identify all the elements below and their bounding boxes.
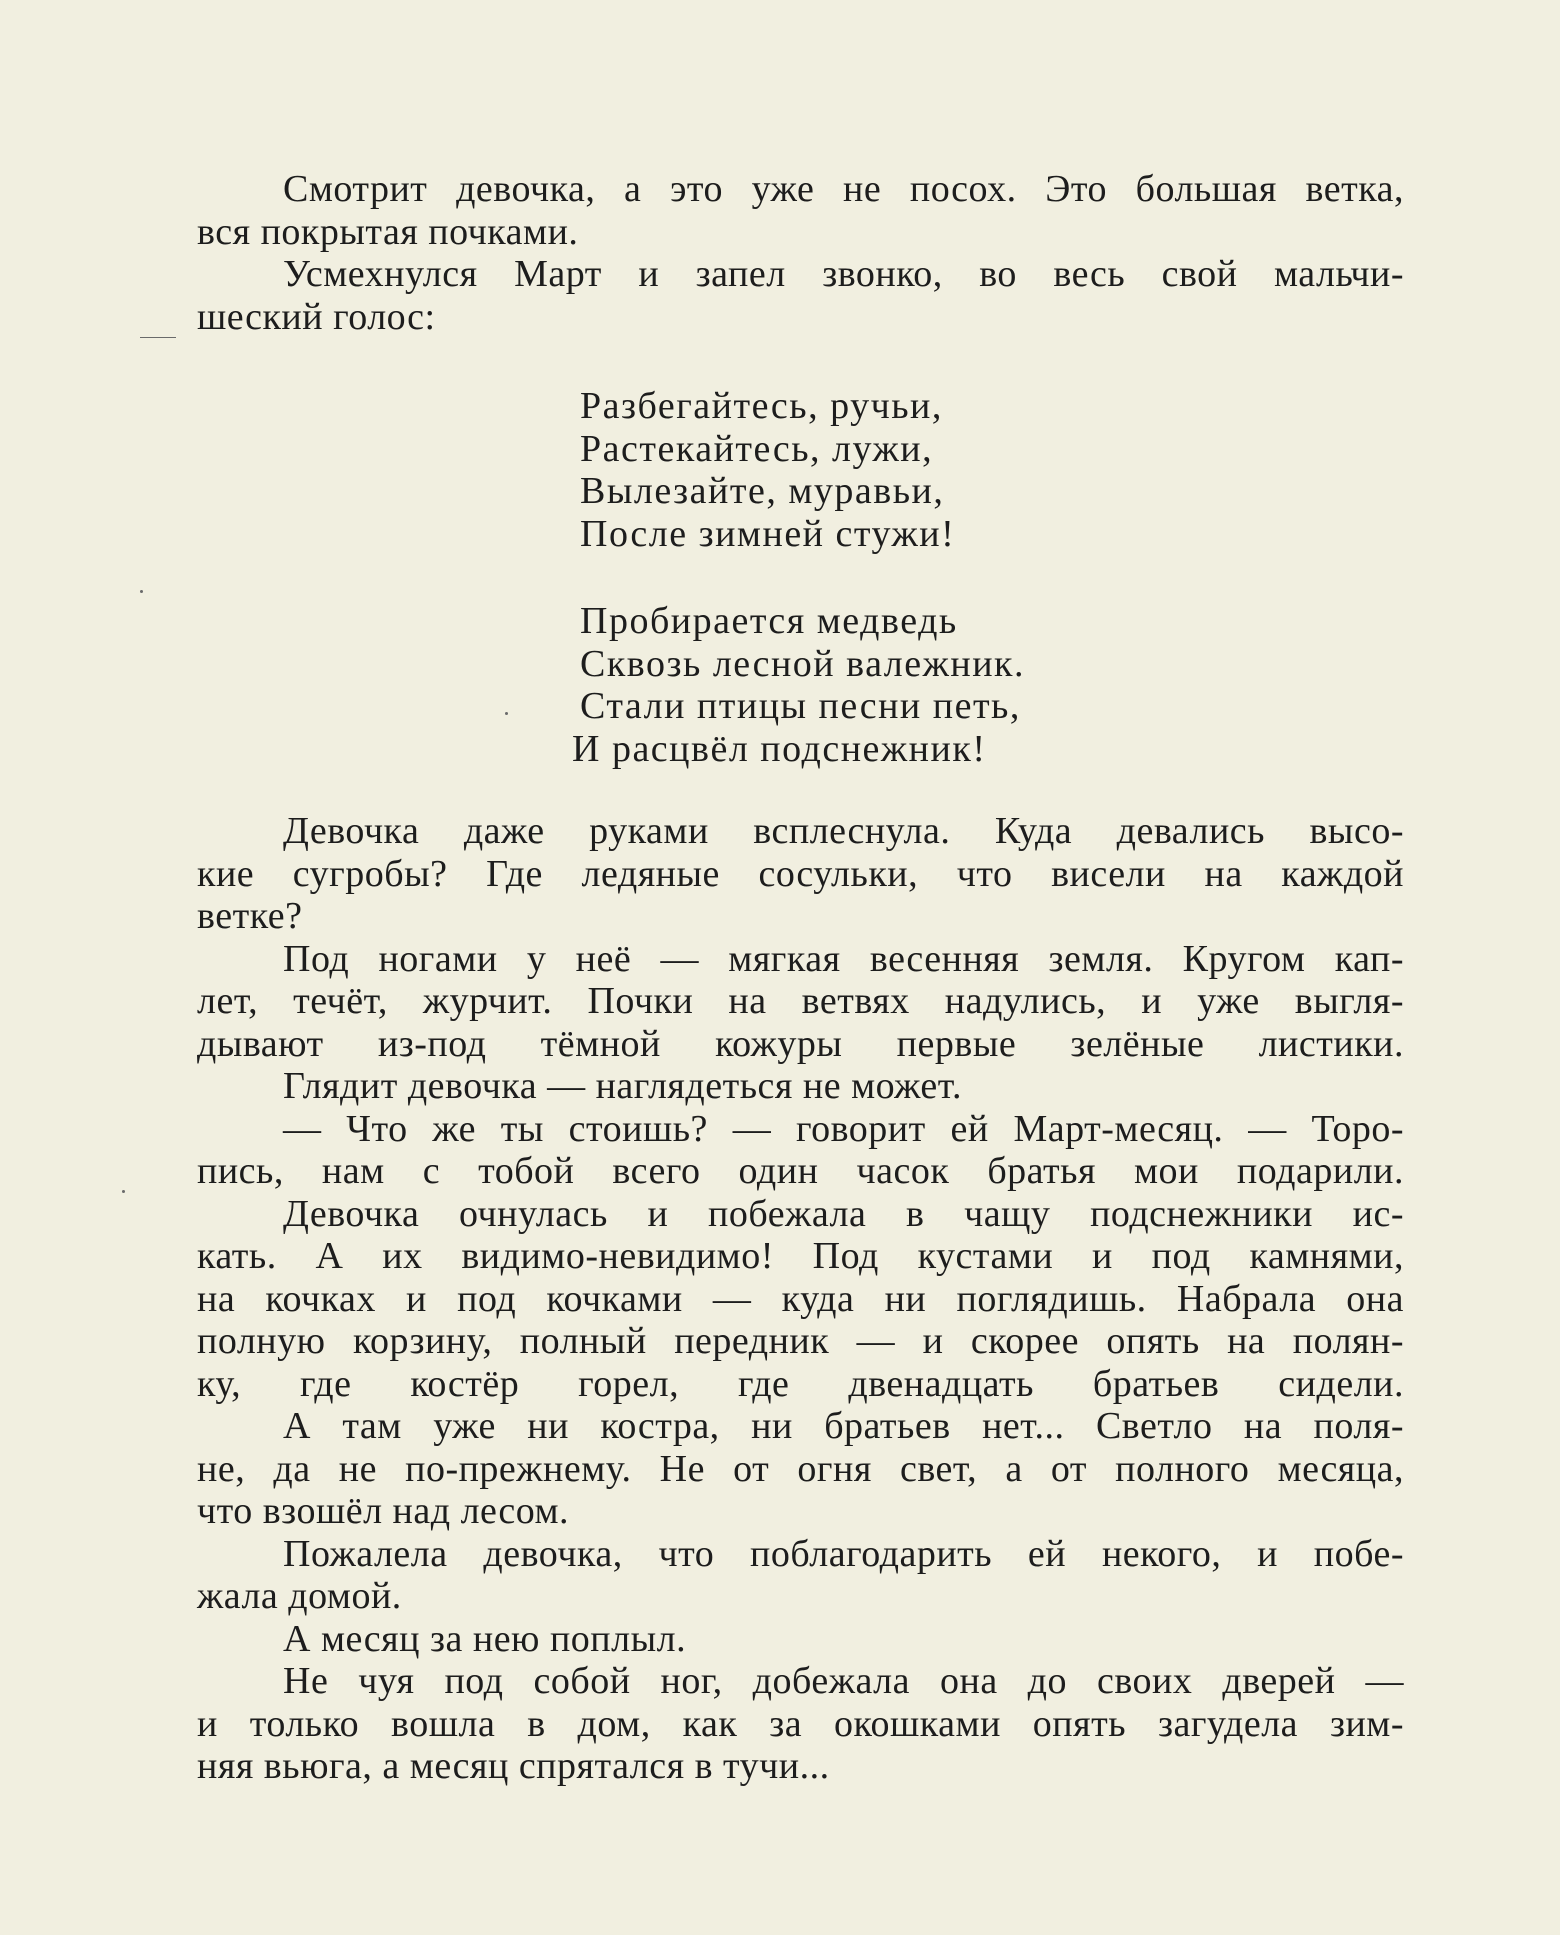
text-line: и только вошла в дом, как за окошками опять загудела зим- [197, 1702, 1404, 1745]
text-line: няя вьюга, а месяц спрятался в тучи... [197, 1745, 830, 1787]
text-line: Усмехнулся Март и запел звонко, во весь свой мальчи- [283, 253, 1404, 295]
text-line: не, да не по-прежнему. Не от огня свет, а от полного месяца, [197, 1447, 1404, 1490]
poem-line: Сквозь лесной валежник. [580, 642, 1026, 685]
text-line: полную корзину, полный передник — и скорее опять на полян- [197, 1320, 1404, 1362]
text-line: лет, течёт, журчит. Почки на ветвях надулись, и уже выгля- [197, 980, 1404, 1022]
text-line: ветке? [197, 895, 303, 937]
text-line: шеский голос: [197, 295, 436, 338]
text-line: Смотрит девочка, а это уже не посох. Это большая ветка, [283, 168, 1404, 210]
poem-line: Стали птицы песни петь, [580, 685, 1021, 727]
poem-stanza-2 [572, 600, 1026, 770]
poem-line: И расцвёл подснежник! [572, 727, 987, 770]
poem-line: Разбегайтесь, ручьи, [580, 385, 943, 427]
text-line: Глядит девочка — наглядеться не может. [283, 1065, 963, 1107]
text-line: кие сугробы? Где ледяные сосульки, что висели на каждой [197, 852, 1404, 895]
text-line: жала домой. [197, 1575, 402, 1617]
text-line: на кочках и под кочками — куда ни поглядишь. Набрала она [197, 1277, 1404, 1320]
prose-top [197, 168, 1404, 338]
prose-bottom [197, 810, 1404, 1788]
poem-line: После зимней стужи! [580, 512, 956, 555]
scan-mark [140, 337, 176, 338]
text-line: А месяц за нею поплыл. [283, 1617, 687, 1660]
text-line: Не чуя под собой ног, добежала она до своих дверей — [283, 1660, 1404, 1702]
text-line: А там уже ни костра, ни братьев нет... Светло на поля- [283, 1405, 1404, 1447]
text-line: вся покрытая почками. [197, 210, 579, 253]
text-line: Под ногами у неё — мягкая весенняя земля. Кругом кап- [283, 937, 1404, 980]
poem-line: Вылезайте, муравьи, [580, 470, 945, 512]
scan-speck [122, 1190, 125, 1193]
poem-line: Пробирается медведь [580, 600, 958, 642]
text-line: — Что же ты стоишь? — говорит ей Март-месяц. — Торо- [283, 1107, 1404, 1150]
poem-stanza-1 [580, 385, 955, 555]
text-line: ку, где костёр горел, где двенадцать братьев сидели. [197, 1362, 1404, 1405]
scan-speck [140, 590, 143, 593]
text-line: пись, нам с тобой всего один часок братья мои подарили. [197, 1150, 1404, 1192]
poem-line: Растекайтесь, лужи, [580, 427, 934, 470]
text-line: кать. А их видимо-невидимо! Под кустами и под камнями, [197, 1235, 1404, 1277]
text-line: Пожалела девочка, что поблагодарить ей некого, и побе- [283, 1532, 1404, 1575]
text-line: Девочка даже руками всплеснула. Куда девались высо- [283, 810, 1404, 852]
text-line: дывают из-под тёмной кожуры первые зелёные листики. [197, 1022, 1404, 1065]
text-line: Девочка очнулась и побежала в чащу подснежники ис- [283, 1192, 1404, 1235]
text-line: что взошёл над лесом. [197, 1490, 570, 1532]
scan-speck [505, 712, 508, 715]
